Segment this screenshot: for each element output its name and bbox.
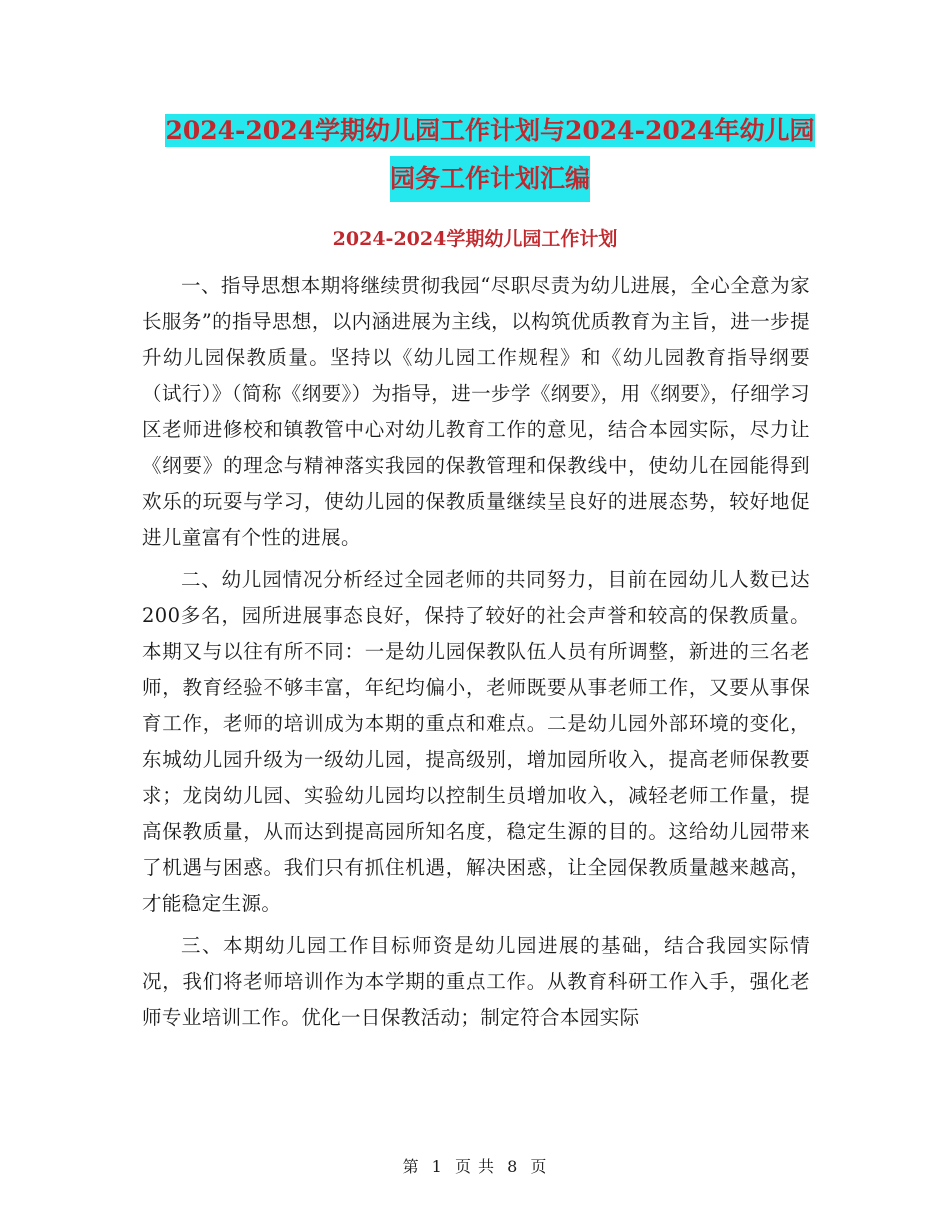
paragraph-work-goals: 三、本期幼儿园工作目标师资是幼儿园进展的基础，结合我园实际情况，我们将老师培训作为本学期的重点工作。从教育科研工作入手，强化老师专业培训工作。优化一日保教活动；制定符合本园实际	[142, 934, 810, 1029]
document-body	[142, 268, 810, 1042]
document-title-line-1: 2024-2024学期幼儿园工作计划与2024-2024年幼儿园	[165, 116, 815, 145]
footer-suffix: 页	[530, 1157, 548, 1176]
footer-prefix: 第	[402, 1157, 420, 1176]
document-title	[140, 110, 840, 202]
footer-mid: 页 共	[454, 1157, 496, 1176]
page-number: 1	[431, 1157, 443, 1176]
paragraph-guiding-ideology: 一、指导思想本期将继续贯彻我园“尽职尽责为幼儿进展，全心全意为家长服务”的指导思想，以内涵进展为主线，以构筑优质教育为主旨，进一步提升幼儿园保教质量。坚持以《幼儿园工作规程》和《幼儿园教育指导纲要（试行）》（简称《纲要》）为指导，进一步学《纲要》，用《纲要》，仔细学习区老师进修校和镇教管中心对幼儿教育工作的意见，结合本园实际，尽力让《纲要》的理念与精神落实我园的保教管理和保教线中，使幼儿在园能得到欢乐的玩耍与学习，使幼儿园的保教质量继续呈良好的进展态势，较好地促进儿童富有个性的进展。	[142, 274, 810, 549]
page-footer	[0, 1154, 950, 1177]
total-pages: 8	[507, 1157, 519, 1176]
section-title: 2024-2024学期幼儿园工作计划	[332, 228, 618, 250]
paragraph-situation-analysis: 二、幼儿园情况分析经过全园老师的共同努力，目前在园幼儿人数已达200多名，园所进展事态良好，保持了较好的社会声誉和较高的保教质量。本期又与以往有所不同：一是幼儿园保教队伍人员有所调整，新进的三名老师，教育经验不够丰富，年纪均偏小，老师既要从事老师工作，又要从事保育工作，老师的培训成为本期的重点和难点。二是幼儿园外部环境的变化，东城幼儿园升级为一级幼儿园，提高级别，增加园所收入，提高老师保教要求；龙岗幼儿园、实验幼儿园均以控制生员增加收入，减轻老师工作量，提高保教质量，从而达到提高园所知名度，稳定生源的目的。这给幼儿园带来了机遇与困惑。我们只有抓住机遇，解决困惑，让全园保教质量越来越高，才能稳定生源。	[142, 568, 810, 915]
document-title-line-2: 园务工作计划汇编	[390, 156, 590, 202]
